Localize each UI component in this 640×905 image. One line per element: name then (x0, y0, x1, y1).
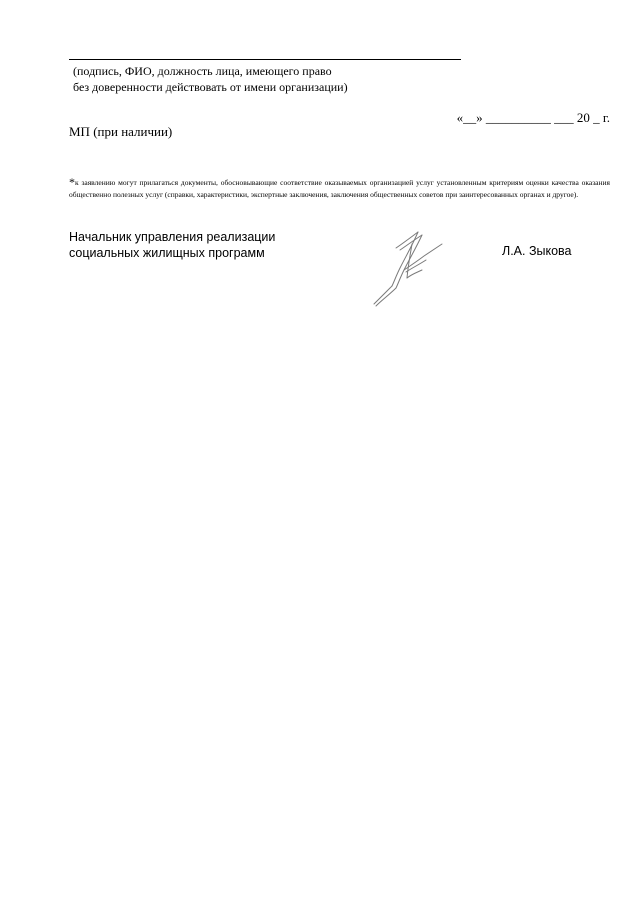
signatory-title (69, 229, 275, 261)
stamp-label: МП (при наличии) (69, 124, 173, 139)
date-line: «__» __________ ___ 20 _ г. (456, 110, 610, 125)
signature-caption (73, 63, 348, 95)
footnote-marker: * (69, 175, 75, 189)
handwritten-signature (366, 226, 446, 308)
signature-caption-line-2: без доверенности действовать от имени организации) (73, 80, 348, 94)
signatory-title-line-2: социальных жилищных программ (69, 246, 265, 260)
signatory-name: Л.А. Зыкова (502, 244, 572, 258)
footnote-text: к заявлению могут прилагаться документы, обосновывающие соответствие оказываемых организацией услуг установленным критериям оценки качества оказания общественно полезных услуг (справки, характеристики, экспертные заключения, заключения общественных советов при заинтересованных органах и другое). (69, 178, 610, 199)
signature-caption-line-1: (подпись, ФИО, должность лица, имеющего право (73, 64, 332, 78)
signatory-title-line-1: Начальник управления реализации (69, 230, 276, 244)
signature-line (69, 59, 461, 60)
footnote (69, 176, 610, 201)
